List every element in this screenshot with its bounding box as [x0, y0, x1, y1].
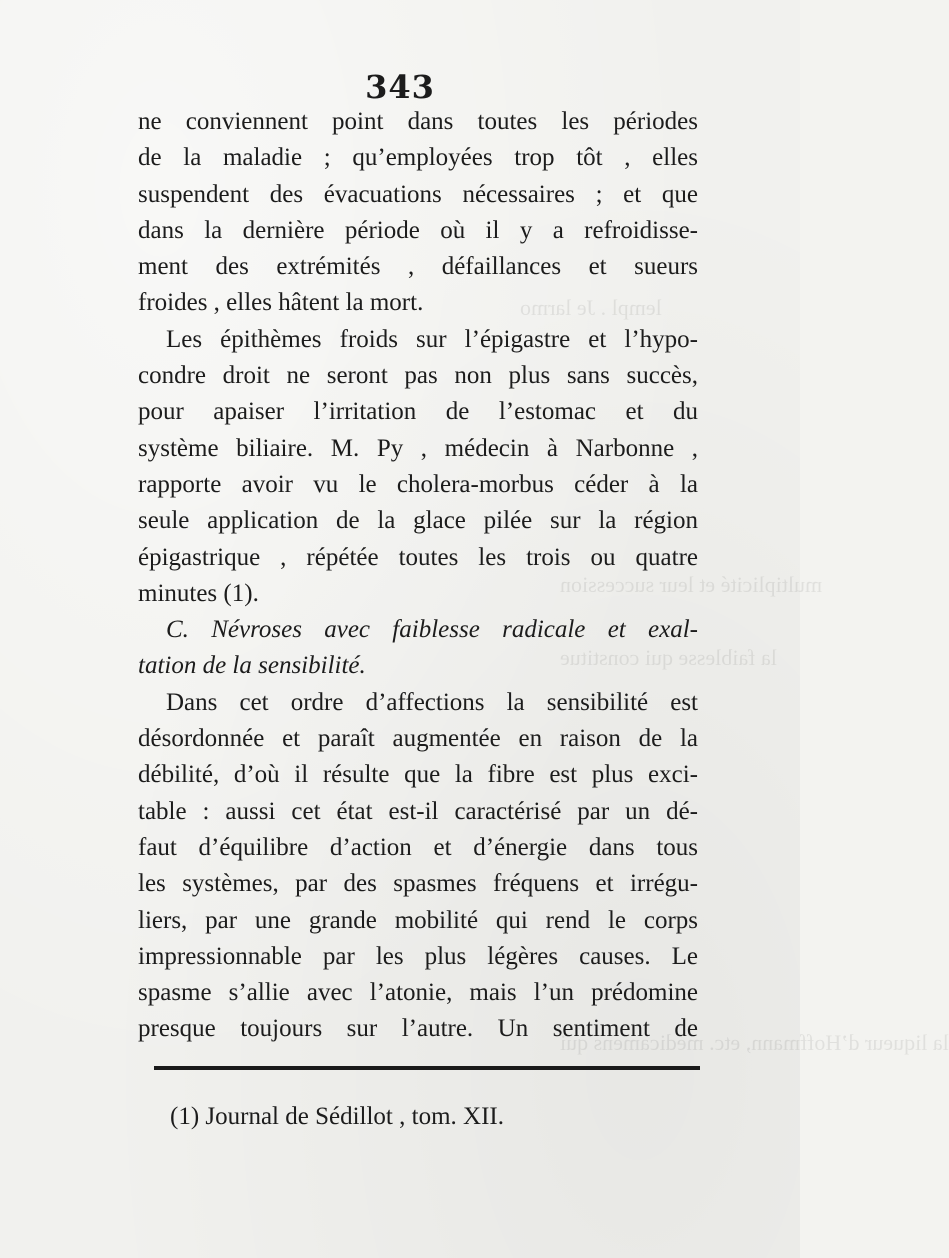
show-through-text: la liqueur d’Hoffmann, etc. médicamens qui [560, 1030, 949, 1055]
text-line: rapporte avoir vu le cholera-morbus céder à la [138, 470, 698, 498]
text-line: minutes (1). [138, 579, 259, 607]
show-through-text: la faiblesse qui constitue [560, 645, 777, 670]
footnote: (1) Journal de Sédillot , tom. XII. [170, 1103, 504, 1130]
text-line: table : aussi cet état est-il caractérisé par un dé- [138, 797, 698, 825]
text-line: faut d’équilibre d’action et d’énergie dans tous [138, 833, 698, 861]
section-heading: C. Névroses avec faiblesse radicale et exal- [166, 616, 698, 644]
text-line: ne conviennent point dans toutes les périodes [138, 108, 698, 135]
text-line: impressionnable par les plus légères causes. Le [138, 942, 698, 970]
text-line: seule application de la glace pilée sur la région [138, 507, 698, 535]
text-line: liers, par une grande mobilité qui rend le corps [138, 906, 698, 934]
section-heading: tation de la sensibilité. [138, 652, 366, 680]
show-through-text: multiplicité et leur succession [560, 572, 823, 597]
text-line: condre droit ne seront pas non plus sans succès, [138, 362, 698, 390]
footnote-rule [154, 1066, 700, 1070]
text-line: froides , elles hâtent la mort. [138, 289, 424, 317]
text-line: pour apaiser l’irritation de l’estomac et du [138, 398, 698, 426]
page-number: 343 [365, 68, 435, 106]
text-line: suspendent des évacuations nécessaires ; et que [138, 180, 698, 208]
text-line: désordonnée et paraît augmentée en raison de la [138, 725, 698, 753]
text-line: épigastrique , répétée toutes les trois ou quatre [138, 543, 698, 571]
text-line: presque toujours sur l’autre. Un sentiment de [138, 1015, 698, 1043]
text-line: Dans cet ordre d’affections la sensibilité est [166, 688, 698, 716]
text-line: spasme s’allie avec l’atonie, mais l’un prédomine [138, 979, 698, 1007]
text-line: de la maladie ; qu’employées trop tôt , elles [138, 144, 698, 172]
text-line: dans la dernière période où il y a refroidisse- [138, 216, 698, 244]
text-line: débilité, d’où il résulte que la fibre est plus exci- [138, 761, 698, 789]
text-line: les systèmes, par des spasmes fréquens et irrégu- [138, 870, 698, 898]
body-text [138, 104, 698, 1048]
text-line: ment des extrémités , défaillances et sueurs [138, 253, 698, 281]
text-line: Les épithèmes froids sur l’épigastre et l’hypo- [166, 325, 698, 353]
show-through-text: lempl . Je larmo [520, 295, 662, 320]
text-line: système biliaire. M. Py , médecin à Narbonne , [138, 434, 698, 462]
